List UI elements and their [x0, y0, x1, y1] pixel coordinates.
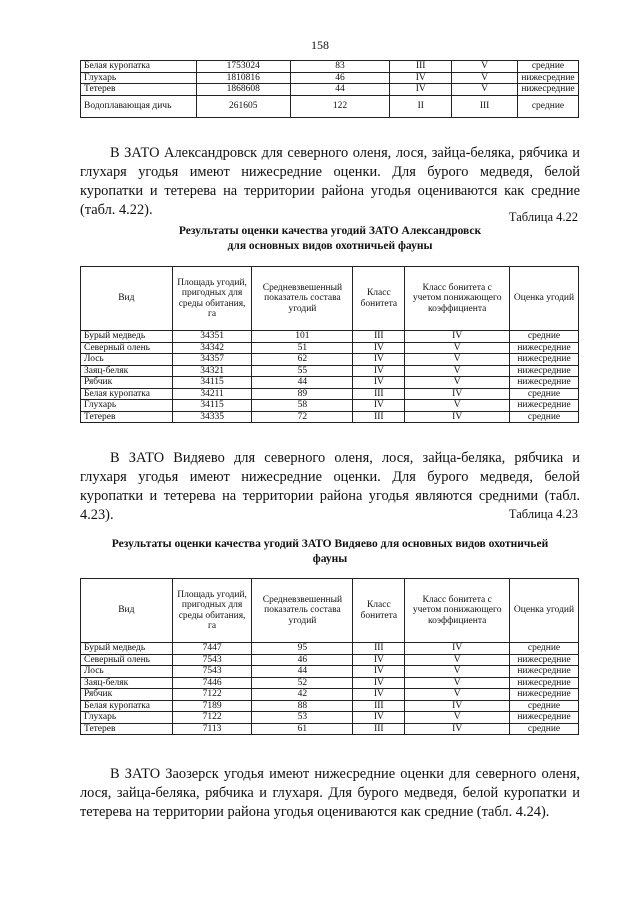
- table-cell: средние: [510, 723, 579, 735]
- column-header-5: Оценка угодий: [510, 579, 579, 643]
- table-cell: III: [390, 61, 452, 73]
- table-cell: Бурый медведь: [81, 331, 173, 343]
- table-4-22: [80, 266, 579, 423]
- table-row: [81, 666, 579, 678]
- table-cell: V: [405, 666, 510, 678]
- table-cell: V: [405, 689, 510, 701]
- table-row: [81, 61, 579, 73]
- table-cell: 72: [252, 411, 353, 423]
- table-cell: нижесредние: [510, 654, 579, 666]
- table-cell: Лось: [81, 354, 173, 366]
- table-cell: 58: [252, 400, 353, 412]
- column-header-5: Оценка угодий: [510, 267, 579, 331]
- table-cell: III: [353, 700, 405, 712]
- table-cell: V: [405, 354, 510, 366]
- table-cell: Белая куропатка: [81, 61, 197, 73]
- table-row: [81, 84, 579, 96]
- table-row: [81, 411, 579, 423]
- table-cell: V: [405, 712, 510, 724]
- table-title-4-23: Результаты оценки качества угодий ЗАТО Видяево для основных видов охотничьей фауны: [111, 538, 549, 565]
- column-header-2: Средневзвешенный показатель состава угодий: [252, 267, 353, 331]
- column-header-1: Площадь угодий, пригодных для среды обитания, га: [172, 579, 252, 643]
- table-cell: 7113: [172, 723, 252, 735]
- table-cell: нижесредние: [510, 342, 579, 354]
- table-cell: Рябчик: [81, 689, 173, 701]
- table-cell: 122: [290, 95, 390, 117]
- table-cell: 51: [252, 342, 353, 354]
- table-row: [81, 377, 579, 389]
- table-cell: нижесредние: [517, 84, 578, 96]
- table-4-23-header-row: [81, 579, 579, 643]
- table-cell: 44: [290, 84, 390, 96]
- table-cell: 89: [252, 388, 353, 400]
- table-title-4-22: Результаты оценки качества угодий ЗАТО Александровск для основных видов охотничьей фауны: [178, 225, 482, 252]
- table-cell: 7447: [172, 643, 252, 655]
- table-cell: Северный олень: [81, 342, 173, 354]
- table-cell: Бурый медведь: [81, 643, 173, 655]
- column-header-0: Вид: [81, 579, 173, 643]
- table-cell: V: [405, 400, 510, 412]
- table-row: [81, 95, 579, 117]
- table-cell: IV: [405, 411, 510, 423]
- table-cell: 7543: [172, 654, 252, 666]
- table-cell: IV: [353, 712, 405, 724]
- table-cell: IV: [353, 400, 405, 412]
- table-cell: Белая куропатка: [81, 388, 173, 400]
- table-cell: IV: [405, 700, 510, 712]
- table-cell: нижесредние: [510, 712, 579, 724]
- table-cell: 52: [252, 677, 353, 689]
- table-cell: нижесредние: [517, 72, 578, 84]
- table-cell: 46: [252, 654, 353, 666]
- table-cell: Заяц-беляк: [81, 677, 173, 689]
- table-row: [81, 712, 579, 724]
- table-cell: IV: [353, 689, 405, 701]
- table-cell: нижесредние: [510, 400, 579, 412]
- table-cell: Северный олень: [81, 654, 173, 666]
- table-cell: нижесредние: [510, 666, 579, 678]
- table-cell: 55: [252, 365, 353, 377]
- table-cell: 34335: [172, 411, 252, 423]
- table-cell: 46: [290, 72, 390, 84]
- table-cell: IV: [353, 654, 405, 666]
- column-header-0: Вид: [81, 267, 173, 331]
- table-cell: 42: [252, 689, 353, 701]
- table-cell: 34357: [172, 354, 252, 366]
- table-cell: 44: [252, 666, 353, 678]
- table-row: [81, 331, 579, 343]
- column-header-2: Средневзвешенный показатель состава угодий: [252, 579, 353, 643]
- table-cell: IV: [405, 723, 510, 735]
- table-cell: 1810816: [196, 72, 290, 84]
- table-cell: Рябчик: [81, 377, 173, 389]
- table-cell: IV: [405, 388, 510, 400]
- top-table: [80, 60, 579, 118]
- table-cell: Тетерев: [81, 723, 173, 735]
- table-cell: IV: [353, 354, 405, 366]
- table-row: [81, 354, 579, 366]
- column-header-4: Класс бонитета с учетом понижающего коэффициента: [405, 579, 510, 643]
- table-cell: III: [353, 331, 405, 343]
- table-cell: 1753024: [196, 61, 290, 73]
- table-label-4-23: Таблица 4.23: [508, 507, 578, 521]
- table-cell: V: [405, 365, 510, 377]
- table-cell: V: [405, 342, 510, 354]
- table-cell: Водоплавающая дичь: [81, 95, 197, 117]
- table-4-23: [80, 578, 579, 735]
- table-row: [81, 400, 579, 412]
- table-cell: средние: [510, 331, 579, 343]
- table-cell: III: [353, 723, 405, 735]
- page-number: 158: [311, 38, 329, 52]
- table-row: [81, 388, 579, 400]
- table-cell: IV: [405, 643, 510, 655]
- table-cell: 34351: [172, 331, 252, 343]
- table-cell: 95: [252, 643, 353, 655]
- table-row: [81, 72, 579, 84]
- table-cell: нижесредние: [510, 689, 579, 701]
- table-cell: средние: [517, 95, 578, 117]
- table-cell: 34115: [172, 377, 252, 389]
- table-cell: 7189: [172, 700, 252, 712]
- column-header-3: Класс бонитета: [353, 267, 405, 331]
- table-cell: 1868608: [196, 84, 290, 96]
- table-cell: 7446: [172, 677, 252, 689]
- paragraph-vidyaevo: В ЗАТО Видяево для северного оленя, лося, зайца-беляка, рябчика и глухаря угодья имеют нижесредние оценки. Для бурого медведя, белой куропатки и тетерева на территории района угодья являются средними (табл. 4.23).: [80, 450, 580, 523]
- table-cell: Тетерев: [81, 84, 197, 96]
- table-cell: II: [390, 95, 452, 117]
- table-cell: нижесредние: [510, 365, 579, 377]
- table-cell: V: [452, 72, 518, 84]
- table-4-23-body: [81, 643, 579, 735]
- table-cell: Тетерев: [81, 411, 173, 423]
- table-cell: 44: [252, 377, 353, 389]
- table-cell: 7543: [172, 666, 252, 678]
- table-4-22-header-row: [81, 267, 579, 331]
- table-cell: Белая куропатка: [81, 700, 173, 712]
- table-cell: средние: [510, 388, 579, 400]
- table-cell: IV: [353, 365, 405, 377]
- table-4-22-body: [81, 331, 579, 423]
- table-cell: нижесредние: [510, 377, 579, 389]
- table-cell: 261605: [196, 95, 290, 117]
- table-cell: III: [452, 95, 518, 117]
- table-cell: нижесредние: [510, 354, 579, 366]
- table-cell: IV: [353, 377, 405, 389]
- table-cell: средние: [517, 61, 578, 73]
- table-cell: IV: [405, 331, 510, 343]
- table-row: [81, 654, 579, 666]
- table-row: [81, 700, 579, 712]
- table-cell: IV: [353, 677, 405, 689]
- table-cell: Глухарь: [81, 400, 173, 412]
- table-cell: 7122: [172, 689, 252, 701]
- table-row: [81, 723, 579, 735]
- table-cell: 83: [290, 61, 390, 73]
- table-cell: средние: [510, 700, 579, 712]
- table-label-4-22: Таблица 4.22: [508, 210, 578, 224]
- table-row: [81, 342, 579, 354]
- column-header-3: Класс бонитета: [353, 579, 405, 643]
- table-cell: V: [405, 377, 510, 389]
- table-cell: нижесредние: [510, 677, 579, 689]
- table-cell: Лось: [81, 666, 173, 678]
- table-cell: 88: [252, 700, 353, 712]
- table-cell: Глухарь: [81, 72, 197, 84]
- table-cell: V: [405, 654, 510, 666]
- table-cell: 34342: [172, 342, 252, 354]
- table-row: [81, 677, 579, 689]
- table-cell: V: [452, 84, 518, 96]
- table-cell: IV: [353, 666, 405, 678]
- table-cell: III: [353, 411, 405, 423]
- table-cell: III: [353, 643, 405, 655]
- table-row: [81, 365, 579, 377]
- table-cell: V: [452, 61, 518, 73]
- table-row: [81, 643, 579, 655]
- table-cell: средние: [510, 643, 579, 655]
- table-cell: Глухарь: [81, 712, 173, 724]
- table-cell: 53: [252, 712, 353, 724]
- table-cell: IV: [390, 72, 452, 84]
- table-cell: IV: [390, 84, 452, 96]
- table-cell: 34211: [172, 388, 252, 400]
- table-cell: 34115: [172, 400, 252, 412]
- table-cell: III: [353, 388, 405, 400]
- column-header-1: Площадь угодий, пригодных для среды обитания, га: [172, 267, 252, 331]
- table-cell: средние: [510, 411, 579, 423]
- table-cell: 7122: [172, 712, 252, 724]
- paragraph-zaozersk: В ЗАТО Заозерск угодья имеют нижесредние оценки для северного оленя, лося, зайца-беляка, рябчика и глухаря. Для бурого медведя, белой куропатки и тетерева на территории района угодья оцениваются как средние (табл. 4.24).: [80, 766, 580, 820]
- table-cell: V: [405, 677, 510, 689]
- table-row: [81, 689, 579, 701]
- table-cell: 61: [252, 723, 353, 735]
- table-cell: IV: [353, 342, 405, 354]
- table-cell: 101: [252, 331, 353, 343]
- paragraph-aleksandrovsk: В ЗАТО Александровск для северного оленя, лося, зайца-беляка, рябчика и глухаря угодья имеют нижесредние оценки. Для бурого медведя, белой куропатки и тетерева на территории района угодья оцениваются как средние (табл. 4.22).: [80, 145, 580, 218]
- table-cell: 62: [252, 354, 353, 366]
- top-table-body: [81, 61, 579, 118]
- column-header-4: Класс бонитета с учетом понижающего коэффициента: [405, 267, 510, 331]
- table-cell: Заяц-беляк: [81, 365, 173, 377]
- table-cell: 34321: [172, 365, 252, 377]
